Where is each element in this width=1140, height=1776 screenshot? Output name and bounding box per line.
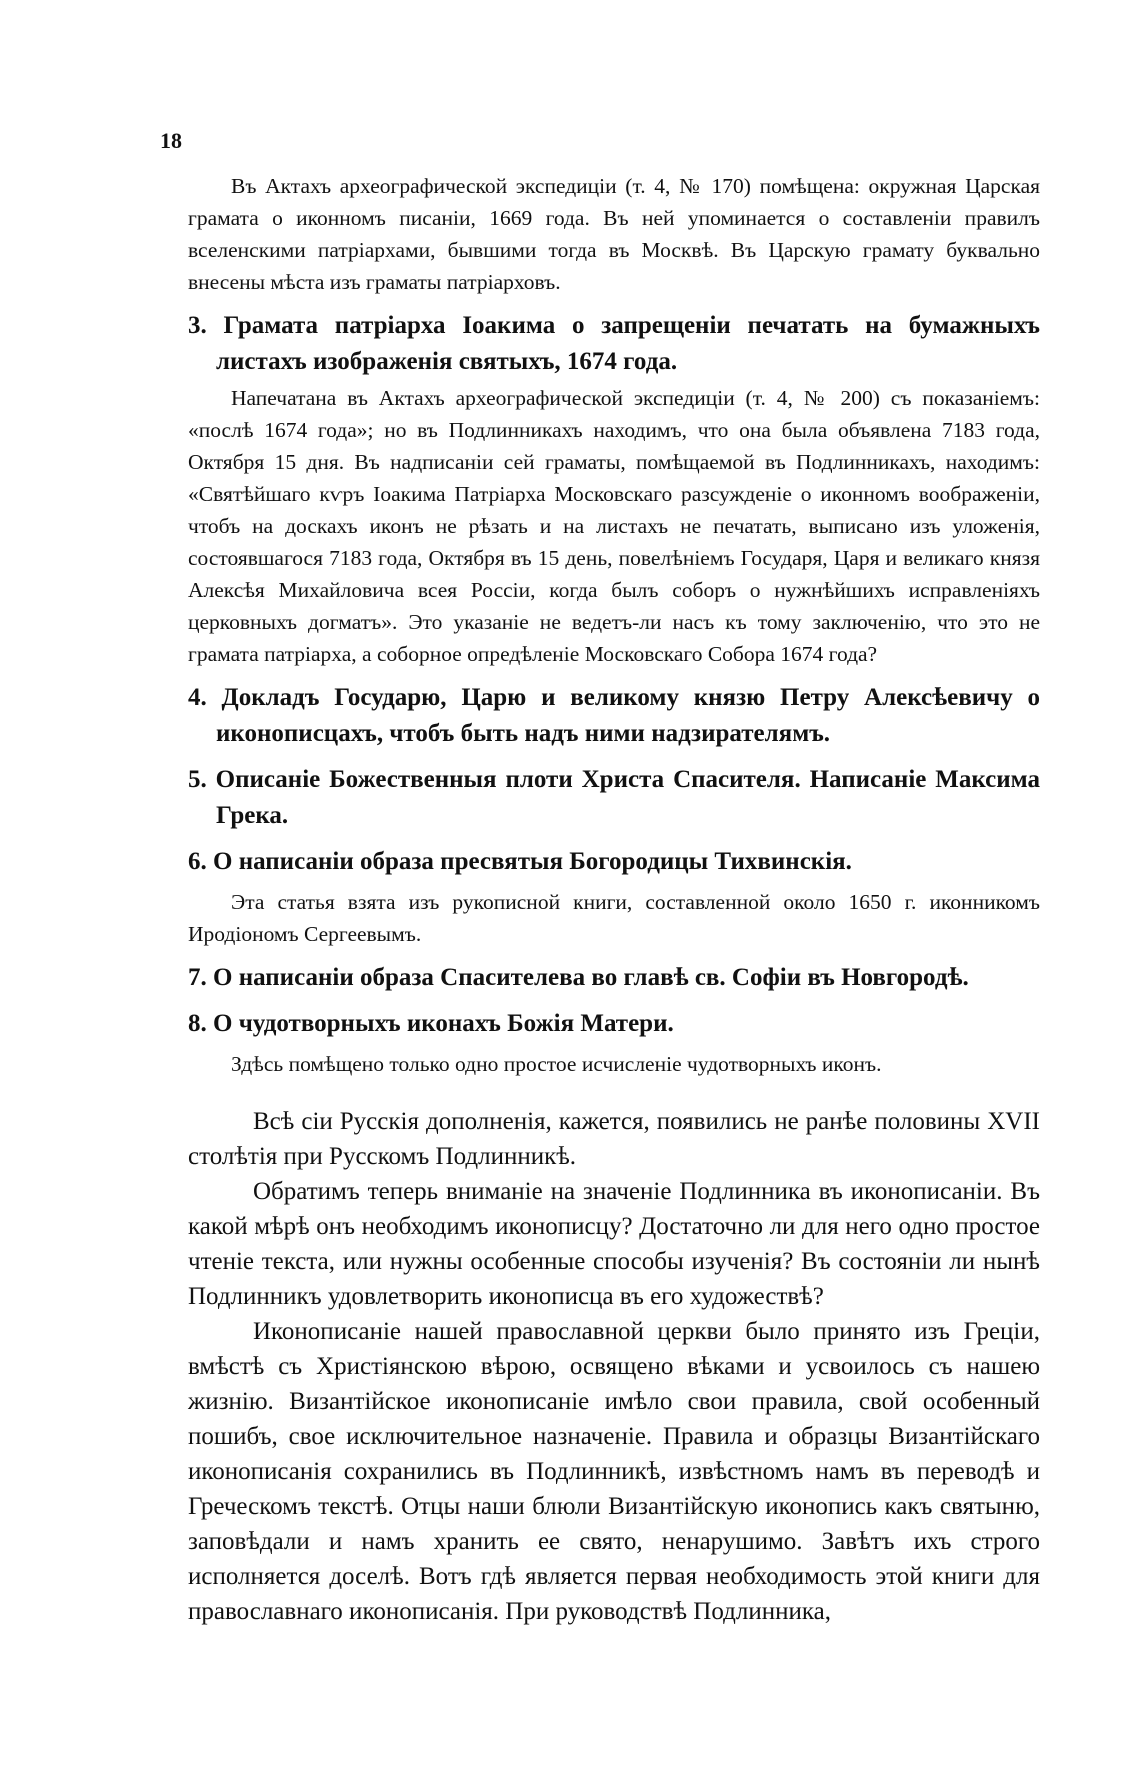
note-miraculous-icons: Здѣсь помѣщено только одно простое исчисленiе чудотворныхъ иконъ. bbox=[231, 1052, 882, 1076]
note-acts-1674: Напечатана въ Актахъ археографической экспедицiи (т. 4, № 200) съ показанiемъ: «послѣ 1674 года»; но въ Подлинникахъ находимъ, что она была объявлена 7183 года, Октября 15 дня. Въ надписанiи сей граматы, помѣщаемой въ Подлинникахъ, находимъ: «Святѣйшаго кѵръ Iоакима Патрiарха Московскаго разсужденiе о иконномъ воображенiи, чтобъ на доскахъ иконъ не рѣзать и на листахъ не печатать, выписано изъ уложенiя, состоявшагося 7183 года, Октября въ 15 день, повелѣнiемъ Государя, Царя и великаго князя Алексѣя Михайловича всея Россiи, когда былъ соборъ о нужнѣйшихъ исправленiяхъ церковныхъ догматъ». Это указанiе не ведетъ-ли насъ къ тому заключенiю, что это не грамата патрiарха, а соборное опредѣленiе Московскаго Собора 1674 года? bbox=[188, 386, 1040, 666]
heading-item-5: 5. Описанiе Божественныя плоти Христа Спасителя. Написанiе Максима Грека. bbox=[188, 766, 1040, 829]
page-number: 18 bbox=[160, 128, 182, 153]
paragraph-russian-additions: Всѣ сiи Русскiя дополненiя, кажется, появились не ранѣе половины XVII столѣтiя при Русскомъ Подлинникѣ. bbox=[188, 1108, 1040, 1170]
heading-item-3: 3. Грамата патрiарха Iоакима о запрещенiи печатать на бумажныхъ листахъ изображенiя святыхъ, 1674 года. bbox=[188, 312, 1040, 375]
note-tikhvin: Эта статья взята изъ рукописной книги, составленной около 1650 г. иконникомъ Иродiономъ Сергеевымъ. bbox=[188, 890, 1040, 946]
heading-item-8: 8. О чудотворныхъ иконахъ Божiя Матери. bbox=[188, 1010, 674, 1037]
paragraph-byzantine-iconography: Иконописанiе нашей православной церкви было принято изъ Грецiи, вмѣстѣ съ Христiянскою вѣрою, освящено вѣками и усвоилось съ нашею жизнiю. Византiйское иконописанiе имѣло свои правила, свой особенный пошибъ, свое исключительное назначенiе. Правила и образцы Византiйскаго иконописанiя сохранились въ Подлинникѣ, извѣстномъ намъ въ переводѣ и Греческомъ текстѣ. Отцы наши блюли Византiйскую иконопись какъ святыню, заповѣдали и намъ хранить ее свято, ненарушимо. Завѣтъ ихъ строго исполняется доселѣ. Вотъ гдѣ является первая необходимость этой книги для православнаго иконописанiя. При руководствѣ Подлинника, bbox=[188, 1318, 1040, 1625]
heading-item-4: 4. Докладъ Государю, Царю и великому князю Петру Алексѣевичу о иконописцахъ, чтобъ быть надъ ними надзирателямъ. bbox=[188, 684, 1040, 747]
paragraph-significance: Обратимъ теперь вниманiе на значенiе Подлинника въ иконописанiи. Въ какой мѣрѣ онъ необходимъ иконописцу? Достаточно ли для него одно простое чтенiе текста, или нужны особенные способы изученiя? Въ состоянiи ли нынѣ Подлинникъ удовлетворить иконописца въ его художествѣ? bbox=[188, 1178, 1040, 1310]
page-content bbox=[188, 170, 1040, 1629]
note-acts-1669: Въ Актахъ археографической экспедицiи (т. 4, № 170) помѣщена: окружная Царская грамата о иконномъ писанiи, 1669 года. Въ ней упоминается о составленiи правилъ вселенскими патрiархами, бывшими тогда въ Москвѣ. Въ Царскую грамату буквально внесены мѣста изъ граматы патрiарховъ. bbox=[188, 174, 1040, 294]
heading-item-7: 7. О написанiи образа Спасителева во главѣ св. Софiи въ Новгородѣ. bbox=[188, 964, 969, 991]
heading-item-6: 6. О написанiи образа пресвятыя Богородицы Тихвинскiя. bbox=[188, 848, 852, 875]
